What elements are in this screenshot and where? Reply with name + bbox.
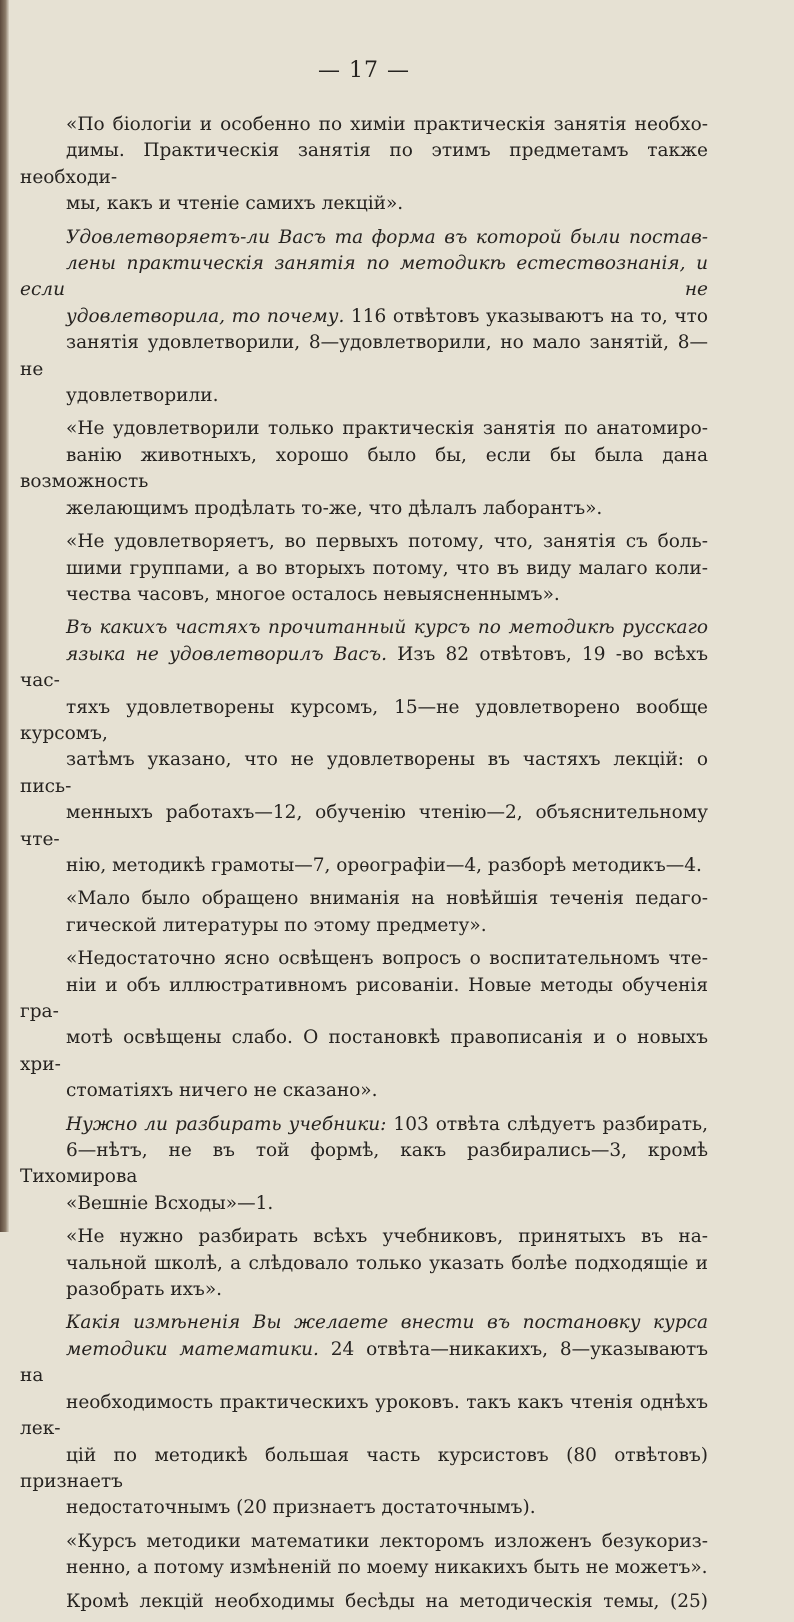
text-line: тяхъ удовлетворены курсомъ, 15—не удовлетворено вообще курсомъ, xyxy=(20,696,708,744)
paragraph-question-math-course xyxy=(20,1310,708,1521)
text-line: чальной школѣ, а слѣдовало только указать болѣе подходящіе и xyxy=(66,1252,708,1274)
text-line: «Курсъ методики математики лекторомъ изложенъ безукориз- xyxy=(66,1530,708,1552)
answer-text: 116 отвѣтовъ указываютъ на то, что xyxy=(344,305,708,327)
question-text: Нужно ли разбирать учебники: xyxy=(66,1113,387,1135)
text-line: «По біологіи и особенно по химіи практическія занятія необхо- xyxy=(66,114,708,135)
paragraph-question-russian-course xyxy=(20,615,708,879)
paragraph-reading-quote xyxy=(20,946,708,1104)
answer-text: Изъ 82 отвѣтовъ, 19 -во всѣхъ час- xyxy=(20,643,708,692)
paragraph-pedagogy-quote xyxy=(20,886,708,939)
text-line: «Вешніе Всходы»—1. xyxy=(66,1192,274,1214)
text-line: ненно, а потому измѣненій по моему никакихъ быть не можетъ». xyxy=(66,1557,708,1579)
text-line: цій по методикѣ большая часть курсистовъ (80 отвѣтовъ) признаетъ xyxy=(20,1444,708,1492)
paragraph-question-textbooks xyxy=(20,1112,708,1218)
paragraph-biology-quote xyxy=(20,112,708,218)
paragraph-question-practical-form xyxy=(20,225,708,410)
text-line: шими группами, а во вторыхъ потому, что въ виду малаго коли- xyxy=(66,557,708,579)
text-line: менныхъ работахъ—12, обученію чтенію—2, объяснительному чте- xyxy=(20,802,708,850)
text-line: недостаточнымъ (20 признаетъ достаточнымъ). xyxy=(66,1497,536,1519)
text-line: «Не удовлетворяетъ, во первыхъ потому, что, занятія съ боль- xyxy=(66,531,708,553)
text-line: разобрать ихъ». xyxy=(66,1279,223,1301)
text-line: ніи и объ иллюстративномъ рисованіи. Новые методы обученія гра- xyxy=(20,974,708,1022)
question-line: лены практическія занятія по методикѣ естествознанія, и если не xyxy=(20,253,708,301)
question-line: Удовлетворяетъ-ли Васъ та форма въ которой были постав- xyxy=(66,226,708,248)
text-line xyxy=(20,642,708,695)
answer-text: 103 отвѣта слѣдуетъ разбирать, xyxy=(386,1113,708,1135)
text-line: удовлетворили. xyxy=(66,385,219,407)
text-line: Кромѣ лекцій необходимы бесѣды на методическія темы, (25) xyxy=(66,1590,708,1612)
book-spine-edge xyxy=(0,0,9,1232)
question-text: методики математики. xyxy=(66,1338,319,1360)
question-text: удовлетворила, то почему. xyxy=(66,305,345,327)
text-line: чества часовъ, многое осталось невыясненнымъ». xyxy=(66,583,560,605)
paragraph-groups-quote xyxy=(20,529,708,608)
text-line: необходимость практическихъ уроковъ. такъ какъ чтенія однѣхъ лек- xyxy=(20,1391,708,1440)
question-text: языка не удовлетворилъ Васъ. xyxy=(66,643,388,665)
text-line xyxy=(20,1112,708,1138)
text-line: «Не удовлетворили только практическія занятія по анатомиро- xyxy=(66,418,708,440)
document-page xyxy=(20,56,708,1622)
text-line: мы, какъ и чтеніе самихъ лекцій». xyxy=(66,193,404,215)
text-line: «Не нужно разбирать всѣхъ учебниковъ, принятыхъ въ на- xyxy=(66,1226,708,1248)
text-line: 6—нѣтъ, не въ той формѣ, какъ разбирались—3, кромѣ Тихомирова xyxy=(20,1140,708,1188)
text-line: мотѣ освѣщены слабо. О постановкѣ правописанія и о новыхъ хри- xyxy=(20,1027,708,1075)
text-line: димы. Практическія занятія по этимъ предметамъ также необходи- xyxy=(20,140,708,188)
paragraph-anatomy-quote xyxy=(20,416,708,522)
paragraph-textbooks-quote xyxy=(20,1224,708,1303)
paragraph-math-quote xyxy=(20,1529,708,1582)
answer-text: 24 отвѣта—никакихъ, 8—указываютъ на xyxy=(20,1338,708,1387)
text-line xyxy=(20,304,708,330)
text-line: желающимъ продѣлать то-же, что дѣлалъ лаборантъ». xyxy=(66,497,603,519)
text-line: ванію животныхъ, хорошо было бы, если бы была дана возможность xyxy=(20,444,708,493)
paragraph-final-line xyxy=(20,1589,708,1615)
page-number: — 17 — xyxy=(318,58,410,83)
text-line xyxy=(20,1337,708,1390)
text-line: стоматіяхъ ничего не сказано». xyxy=(66,1080,378,1102)
text-line: занятія удовлетворили, 8—удовлетворили, но мало занятій, 8—не xyxy=(20,332,708,380)
text-line: «Мало было обращено вниманія на новѣйшія теченія педаго- xyxy=(66,888,708,910)
text-line: затѣмъ указано, что не удовлетворены въ частяхъ лекцій: о пись- xyxy=(20,749,708,797)
text-line: нію, методикѣ грамоты—7, орѳографіи—4, разборѣ методикъ—4. xyxy=(66,854,702,876)
question-line: Въ какихъ частяхъ прочитанный курсъ по методикѣ русскаго xyxy=(66,617,708,639)
text-line: гической литературы по этому предмету». xyxy=(66,914,487,936)
text-line: «Недостаточно ясно освѣщенъ вопросъ о воспитательномъ чте- xyxy=(66,948,708,970)
question-line: Какія измѣненія Вы желаете внести въ постановку курса xyxy=(66,1312,708,1334)
